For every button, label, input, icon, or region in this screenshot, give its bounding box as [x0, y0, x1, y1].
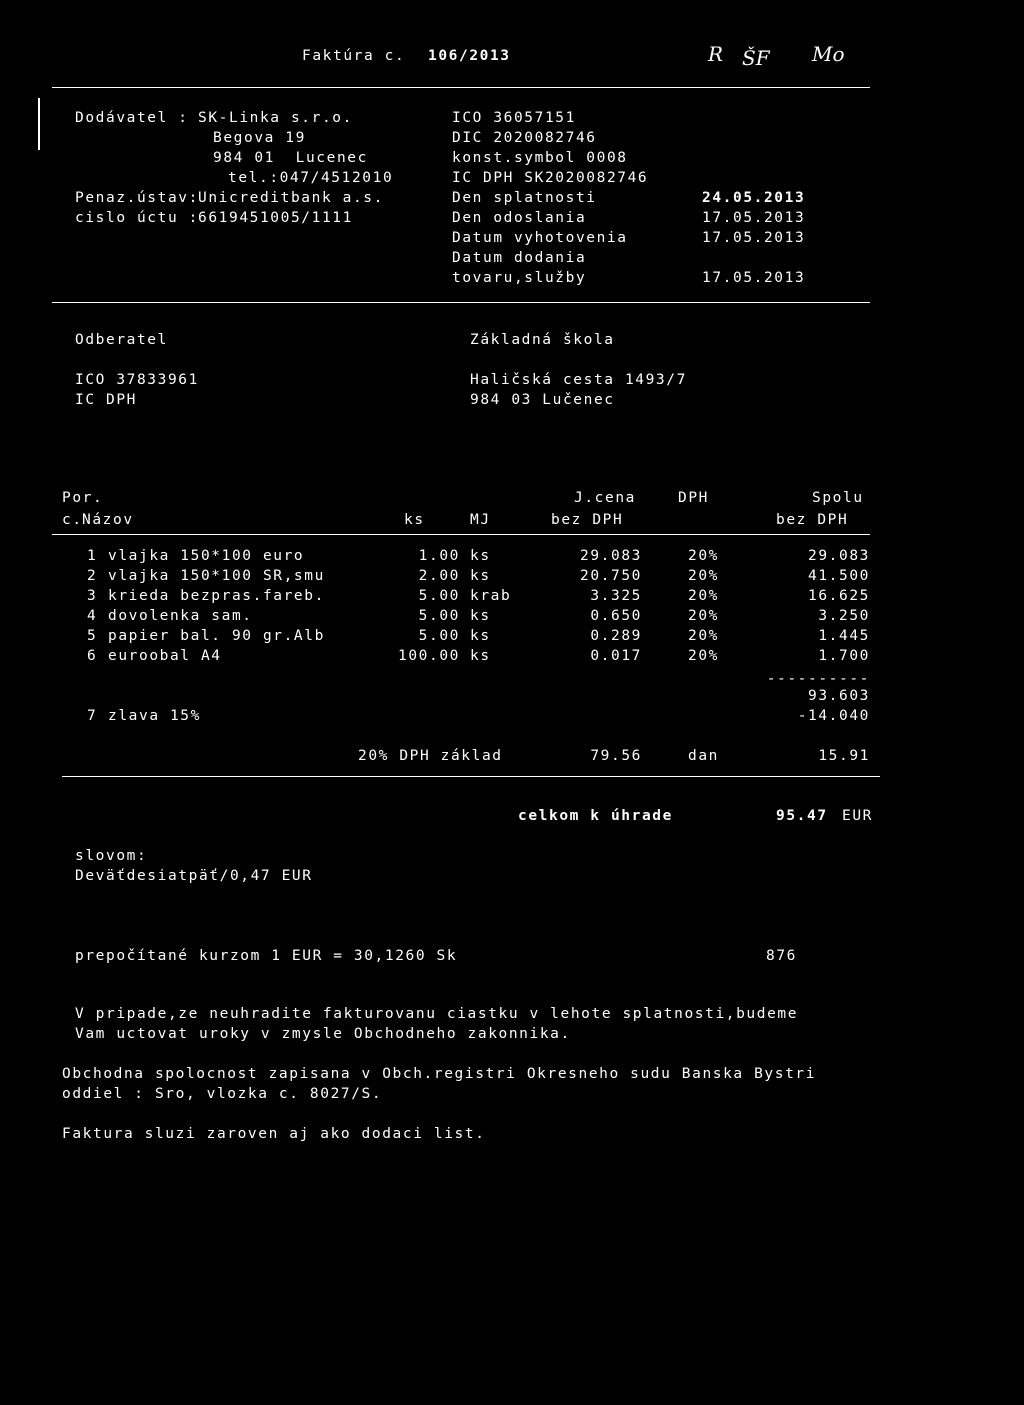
row-qty: 5.00	[418, 608, 460, 624]
row-unit: ks	[470, 548, 491, 564]
registration-note-2: oddiel : Sro, vlozka c. 8027/S.	[62, 1086, 383, 1102]
row-no: 5	[87, 628, 98, 644]
row-no: 2	[87, 568, 98, 584]
registration-note-1: Obchodna spolocnost zapisana v Obch.registri Okresneho sudu Banska Bystri	[62, 1066, 817, 1082]
supplier-ico: ICO 36057151	[452, 110, 576, 126]
bank-name: Unicreditbank a.s.	[198, 190, 384, 206]
vat-tax-value: 15.91	[818, 748, 870, 764]
col-header-unit: MJ	[470, 512, 491, 528]
supplier-street: Begova 19	[213, 130, 306, 146]
subtotal-value: 93.603	[808, 688, 870, 704]
delivery-date-label-1: Datum dodania	[452, 250, 587, 266]
col-header-qty: ks	[404, 512, 425, 528]
row-vat: 20%	[688, 568, 719, 584]
row-qty: 100.00	[398, 648, 460, 664]
row-no: 4	[87, 608, 98, 624]
customer-label: Odberatel	[75, 332, 168, 348]
invoice-title-label: Faktúra c.	[302, 48, 406, 64]
vat-base-label: 20% DPH základ	[358, 748, 503, 764]
row-vat: 20%	[688, 648, 719, 664]
col-header-por-1: Por.	[62, 490, 104, 506]
row-name: vlajka 150*100 euro	[108, 548, 305, 564]
bank-label: Penaz.ústav:	[75, 190, 199, 206]
late-payment-note-1: V pripade,ze neuhradite fakturovanu ciastku v lehote splatnosti,budeme	[75, 1006, 799, 1022]
row-total: 3.250	[818, 608, 870, 624]
col-header-total-2: bez DPH	[776, 512, 849, 528]
col-header-name: Názov	[82, 512, 134, 528]
discount-value: -14.040	[797, 708, 870, 724]
header-divider	[52, 87, 870, 88]
row-price: 20.750	[580, 568, 642, 584]
row-vat: 20%	[688, 608, 719, 624]
subtotal-separator: ----------	[766, 671, 870, 687]
send-date-label: Den odoslania	[452, 210, 587, 226]
supplier-zip-city: 984 01 Lucenec	[213, 150, 368, 166]
row-unit: krab	[470, 588, 512, 604]
row-price: 0.650	[590, 608, 642, 624]
col-header-vat: DPH	[678, 490, 709, 506]
row-total: 1.700	[818, 648, 870, 664]
late-payment-note-2: Vam uctovat uroky v zmysle Obchodneho zakonnika.	[75, 1026, 571, 1042]
row-name: vlajka 150*100 SR,smu	[108, 568, 325, 584]
const-symbol: konst.symbol 0008	[452, 150, 628, 166]
delivery-date-value: 17.05.2013	[702, 270, 806, 286]
row-price: 0.289	[590, 628, 642, 644]
row-no: 3	[87, 588, 98, 604]
handwritten-note-3: Mo	[812, 42, 845, 66]
row-qty: 5.00	[418, 588, 460, 604]
row-unit: ks	[470, 648, 491, 664]
col-header-por-2: c.	[62, 512, 83, 528]
discount-no: 7	[87, 708, 98, 724]
supplier-label: Dodávatel :	[75, 110, 189, 126]
row-vat: 20%	[688, 548, 719, 564]
row-qty: 2.00	[418, 568, 460, 584]
account-number: 6619451005/1111	[198, 210, 353, 226]
due-date-label: Den splatnosti	[452, 190, 597, 206]
vat-base-value: 79.56	[590, 748, 642, 764]
total-currency: EUR	[842, 808, 873, 824]
customer-street: Haličská cesta 1493/7	[470, 372, 687, 388]
total-value: 95.47	[776, 808, 828, 824]
delivery-note: Faktura sluzi zaroven aj ako dodaci list.	[62, 1126, 486, 1142]
delivery-date-label-2: tovaru,služby	[452, 270, 587, 286]
supplier-dic: DIC 2020082746	[452, 130, 597, 146]
vat-divider	[62, 776, 880, 777]
vat-tax-label: dan	[688, 748, 719, 764]
issue-date-label: Datum vyhotovenia	[452, 230, 628, 246]
row-no: 1	[87, 548, 98, 564]
row-unit: ks	[470, 568, 491, 584]
total-label: celkom k úhrade	[518, 808, 673, 824]
row-total: 41.500	[808, 568, 870, 584]
handwritten-note-2: ŠF	[742, 46, 770, 70]
customer-zip-city: 984 03 Lučenec	[470, 392, 615, 408]
row-price: 29.083	[580, 548, 642, 564]
row-unit: ks	[470, 628, 491, 644]
discount-name: zlava 15%	[108, 708, 201, 724]
row-qty: 1.00	[418, 548, 460, 564]
row-vat: 20%	[688, 588, 719, 604]
row-qty: 5.00	[418, 628, 460, 644]
row-price: 3.325	[590, 588, 642, 604]
handwritten-note-1: R	[708, 42, 724, 66]
customer-ic-dph: IC DPH	[75, 392, 137, 408]
row-unit: ks	[470, 608, 491, 624]
supplier-phone: tel.:047/4512010	[228, 170, 394, 186]
conversion-value: 876	[766, 948, 797, 964]
customer-name: Základná škola	[470, 332, 615, 348]
invoice-number: 106/2013	[428, 48, 511, 64]
col-header-total-1: Spolu	[812, 490, 864, 506]
supplier-divider	[52, 302, 870, 303]
issue-date-value: 17.05.2013	[702, 230, 806, 246]
row-vat: 20%	[688, 628, 719, 644]
table-header-divider	[52, 534, 870, 535]
row-name: papier bal. 90 gr.Alb	[108, 628, 325, 644]
account-label: cislo úctu :	[75, 210, 199, 226]
left-edge-mark	[38, 98, 40, 150]
customer-ico: ICO 37833961	[75, 372, 199, 388]
row-total: 16.625	[808, 588, 870, 604]
row-no: 6	[87, 648, 98, 664]
row-name: euroobal A4	[108, 648, 222, 664]
in-words-text: Deväťdesiatpäť/0,47 EUR	[75, 868, 313, 884]
row-name: krieda bezpras.fareb.	[108, 588, 325, 604]
row-total: 29.083	[808, 548, 870, 564]
row-name: dovolenka sam.	[108, 608, 253, 624]
due-date-value: 24.05.2013	[702, 190, 806, 206]
row-price: 0.017	[590, 648, 642, 664]
conversion-text: prepočítané kurzom 1 EUR = 30,1260 Sk	[75, 948, 458, 964]
supplier-ic-dph: IC DPH SK2020082746	[452, 170, 649, 186]
row-total: 1.445	[818, 628, 870, 644]
col-header-price-1: J.cena	[574, 490, 636, 506]
supplier-name: SK-Linka s.r.o.	[198, 110, 353, 126]
col-header-price-2: bez DPH	[551, 512, 624, 528]
send-date-value: 17.05.2013	[702, 210, 806, 226]
in-words-label: slovom:	[75, 848, 148, 864]
